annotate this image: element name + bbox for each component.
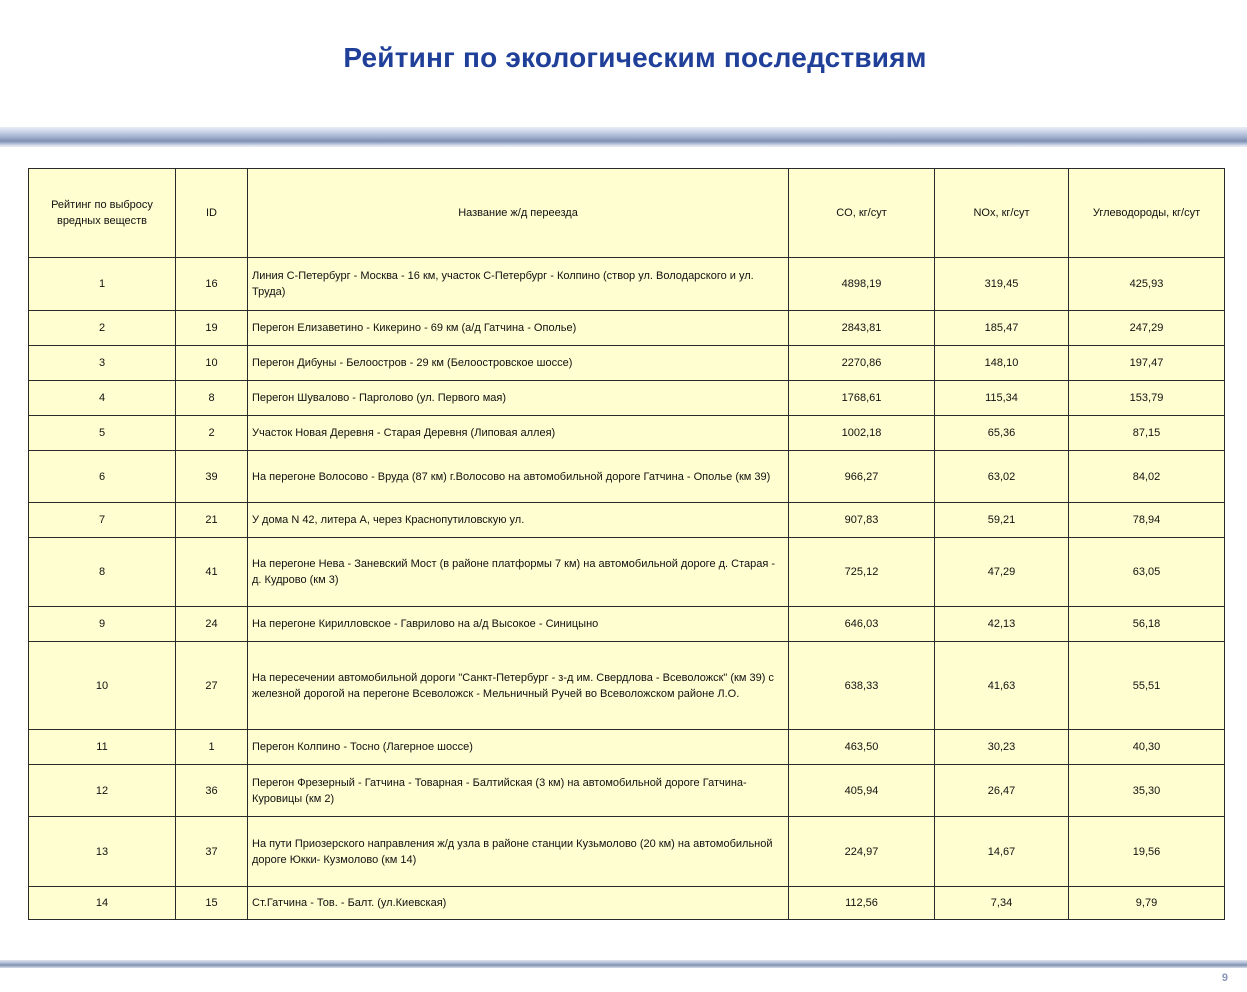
cell-nox: 115,34 bbox=[935, 381, 1069, 416]
cell-co: 646,03 bbox=[789, 607, 935, 642]
header-hydrocarbons: Углеводороды, кг/сут bbox=[1069, 169, 1225, 258]
cell-id: 16 bbox=[176, 258, 248, 311]
cell-co: 2843,81 bbox=[789, 311, 935, 346]
cell-hydrocarbons: 35,30 bbox=[1069, 765, 1225, 817]
table-row bbox=[29, 730, 1225, 765]
cell-co: 112,56 bbox=[789, 887, 935, 920]
cell-name: На перегоне Кирилловское - Гаврилово на а/д Высокое - Синицыно bbox=[248, 607, 789, 642]
cell-name: Участок Новая Деревня - Старая Деревня (Липовая аллея) bbox=[248, 416, 789, 451]
table-row bbox=[29, 538, 1225, 607]
cell-name: У дома N 42, литера А, через Краснопутиловскую ул. bbox=[248, 503, 789, 538]
cell-name: Перегон Елизаветино - Кикерино - 69 км (а/д Гатчина - Ополье) bbox=[248, 311, 789, 346]
cell-hydrocarbons: 247,29 bbox=[1069, 311, 1225, 346]
table-row bbox=[29, 258, 1225, 311]
cell-nox: 47,29 bbox=[935, 538, 1069, 607]
cell-hydrocarbons: 425,93 bbox=[1069, 258, 1225, 311]
cell-name: На пересечении автомобильной дороги "Санкт-Петербург - з-д им. Свердлова - Всеволожск" (км 39) с железной дорогой на перегоне Всеволожск - Мельничный Ручей во Всеволожском районе Л.О. bbox=[248, 642, 789, 730]
table-row bbox=[29, 765, 1225, 817]
cell-name: Ст.Гатчина - Тов. - Балт. (ул.Киевская) bbox=[248, 887, 789, 920]
cell-id: 1 bbox=[176, 730, 248, 765]
cell-id: 41 bbox=[176, 538, 248, 607]
cell-nox: 148,10 bbox=[935, 346, 1069, 381]
cell-hydrocarbons: 78,94 bbox=[1069, 503, 1225, 538]
cell-rank: 7 bbox=[29, 503, 176, 538]
cell-rank: 11 bbox=[29, 730, 176, 765]
cell-co: 224,97 bbox=[789, 817, 935, 887]
cell-id: 2 bbox=[176, 416, 248, 451]
cell-hydrocarbons: 56,18 bbox=[1069, 607, 1225, 642]
cell-nox: 14,67 bbox=[935, 817, 1069, 887]
cell-co: 2270,86 bbox=[789, 346, 935, 381]
cell-rank: 1 bbox=[29, 258, 176, 311]
cell-id: 36 bbox=[176, 765, 248, 817]
cell-name: Перегон Колпино - Тосно (Лагерное шоссе) bbox=[248, 730, 789, 765]
cell-co: 966,27 bbox=[789, 451, 935, 503]
rating-table bbox=[28, 168, 1225, 920]
cell-nox: 59,21 bbox=[935, 503, 1069, 538]
cell-nox: 185,47 bbox=[935, 311, 1069, 346]
cell-id: 10 bbox=[176, 346, 248, 381]
cell-co: 725,12 bbox=[789, 538, 935, 607]
cell-id: 8 bbox=[176, 381, 248, 416]
cell-rank: 9 bbox=[29, 607, 176, 642]
table-row bbox=[29, 416, 1225, 451]
cell-hydrocarbons: 197,47 bbox=[1069, 346, 1225, 381]
cell-rank: 12 bbox=[29, 765, 176, 817]
table-row bbox=[29, 503, 1225, 538]
cell-name: На пути Приозерского направления ж/д узла в районе станции Кузьмолово (20 км) на автомобильной дороге Юкки- Кузмолово (км 14) bbox=[248, 817, 789, 887]
cell-nox: 65,36 bbox=[935, 416, 1069, 451]
cell-rank: 6 bbox=[29, 451, 176, 503]
cell-id: 19 bbox=[176, 311, 248, 346]
cell-rank: 3 bbox=[29, 346, 176, 381]
cell-hydrocarbons: 84,02 bbox=[1069, 451, 1225, 503]
cell-hydrocarbons: 19,56 bbox=[1069, 817, 1225, 887]
cell-co: 463,50 bbox=[789, 730, 935, 765]
cell-id: 39 bbox=[176, 451, 248, 503]
header-co: CO, кг/сут bbox=[789, 169, 935, 258]
cell-rank: 14 bbox=[29, 887, 176, 920]
header-nox: NOx, кг/сут bbox=[935, 169, 1069, 258]
cell-hydrocarbons: 55,51 bbox=[1069, 642, 1225, 730]
cell-hydrocarbons: 9,79 bbox=[1069, 887, 1225, 920]
header-rank: Рейтинг по выбросу вредных веществ bbox=[29, 169, 176, 258]
table-row bbox=[29, 451, 1225, 503]
cell-nox: 63,02 bbox=[935, 451, 1069, 503]
cell-hydrocarbons: 63,05 bbox=[1069, 538, 1225, 607]
cell-rank: 2 bbox=[29, 311, 176, 346]
cell-co: 4898,19 bbox=[789, 258, 935, 311]
page-title: Рейтинг по экологическим последствиям bbox=[343, 42, 927, 73]
table-row bbox=[29, 311, 1225, 346]
cell-nox: 42,13 bbox=[935, 607, 1069, 642]
cell-id: 24 bbox=[176, 607, 248, 642]
cell-name: Линия С-Петербург - Москва - 16 км, участок С-Петербург - Колпино (створ ул. Володарского и ул. Труда) bbox=[248, 258, 789, 311]
header-id: ID bbox=[176, 169, 248, 258]
header-divider bbox=[0, 127, 1247, 147]
cell-rank: 8 bbox=[29, 538, 176, 607]
cell-hydrocarbons: 153,79 bbox=[1069, 381, 1225, 416]
table-row bbox=[29, 887, 1225, 920]
cell-id: 37 bbox=[176, 817, 248, 887]
page-number: 9 bbox=[1221, 972, 1228, 984]
header-name: Название ж/д переезда bbox=[248, 169, 789, 258]
cell-hydrocarbons: 87,15 bbox=[1069, 416, 1225, 451]
cell-rank: 10 bbox=[29, 642, 176, 730]
cell-name: Перегон Шувалово - Парголово (ул. Первого мая) bbox=[248, 381, 789, 416]
cell-co: 1768,61 bbox=[789, 381, 935, 416]
cell-co: 1002,18 bbox=[789, 416, 935, 451]
cell-hydrocarbons: 40,30 bbox=[1069, 730, 1225, 765]
cell-nox: 41,63 bbox=[935, 642, 1069, 730]
table-row bbox=[29, 817, 1225, 887]
cell-nox: 26,47 bbox=[935, 765, 1069, 817]
cell-id: 21 bbox=[176, 503, 248, 538]
table-header-row bbox=[29, 169, 1225, 258]
cell-co: 638,33 bbox=[789, 642, 935, 730]
cell-nox: 319,45 bbox=[935, 258, 1069, 311]
cell-rank: 13 bbox=[29, 817, 176, 887]
cell-name: Перегон Фрезерный - Гатчина - Товарная - Балтийская (3 км) на автомобильной дороге Гатчина-Куровицы (км 2) bbox=[248, 765, 789, 817]
cell-nox: 30,23 bbox=[935, 730, 1069, 765]
table-row bbox=[29, 607, 1225, 642]
cell-co: 907,83 bbox=[789, 503, 935, 538]
table-row bbox=[29, 642, 1225, 730]
cell-name: На перегоне Нева - Заневский Мост (в районе платформы 7 км) на автомобильной дороге д. Старая - д. Кудрово (км 3) bbox=[248, 538, 789, 607]
cell-rank: 4 bbox=[29, 381, 176, 416]
cell-rank: 5 bbox=[29, 416, 176, 451]
cell-id: 27 bbox=[176, 642, 248, 730]
cell-name: На перегоне Волосово - Вруда (87 км) г.Волосово на автомобильной дороге Гатчина - Ополье (км 39) bbox=[248, 451, 789, 503]
cell-nox: 7,34 bbox=[935, 887, 1069, 920]
cell-name: Перегон Дибуны - Белоостров - 29 км (Белоостровское шоссе) bbox=[248, 346, 789, 381]
table-row bbox=[29, 346, 1225, 381]
table-row bbox=[29, 381, 1225, 416]
footer-divider bbox=[0, 960, 1247, 968]
cell-id: 15 bbox=[176, 887, 248, 920]
cell-co: 405,94 bbox=[789, 765, 935, 817]
